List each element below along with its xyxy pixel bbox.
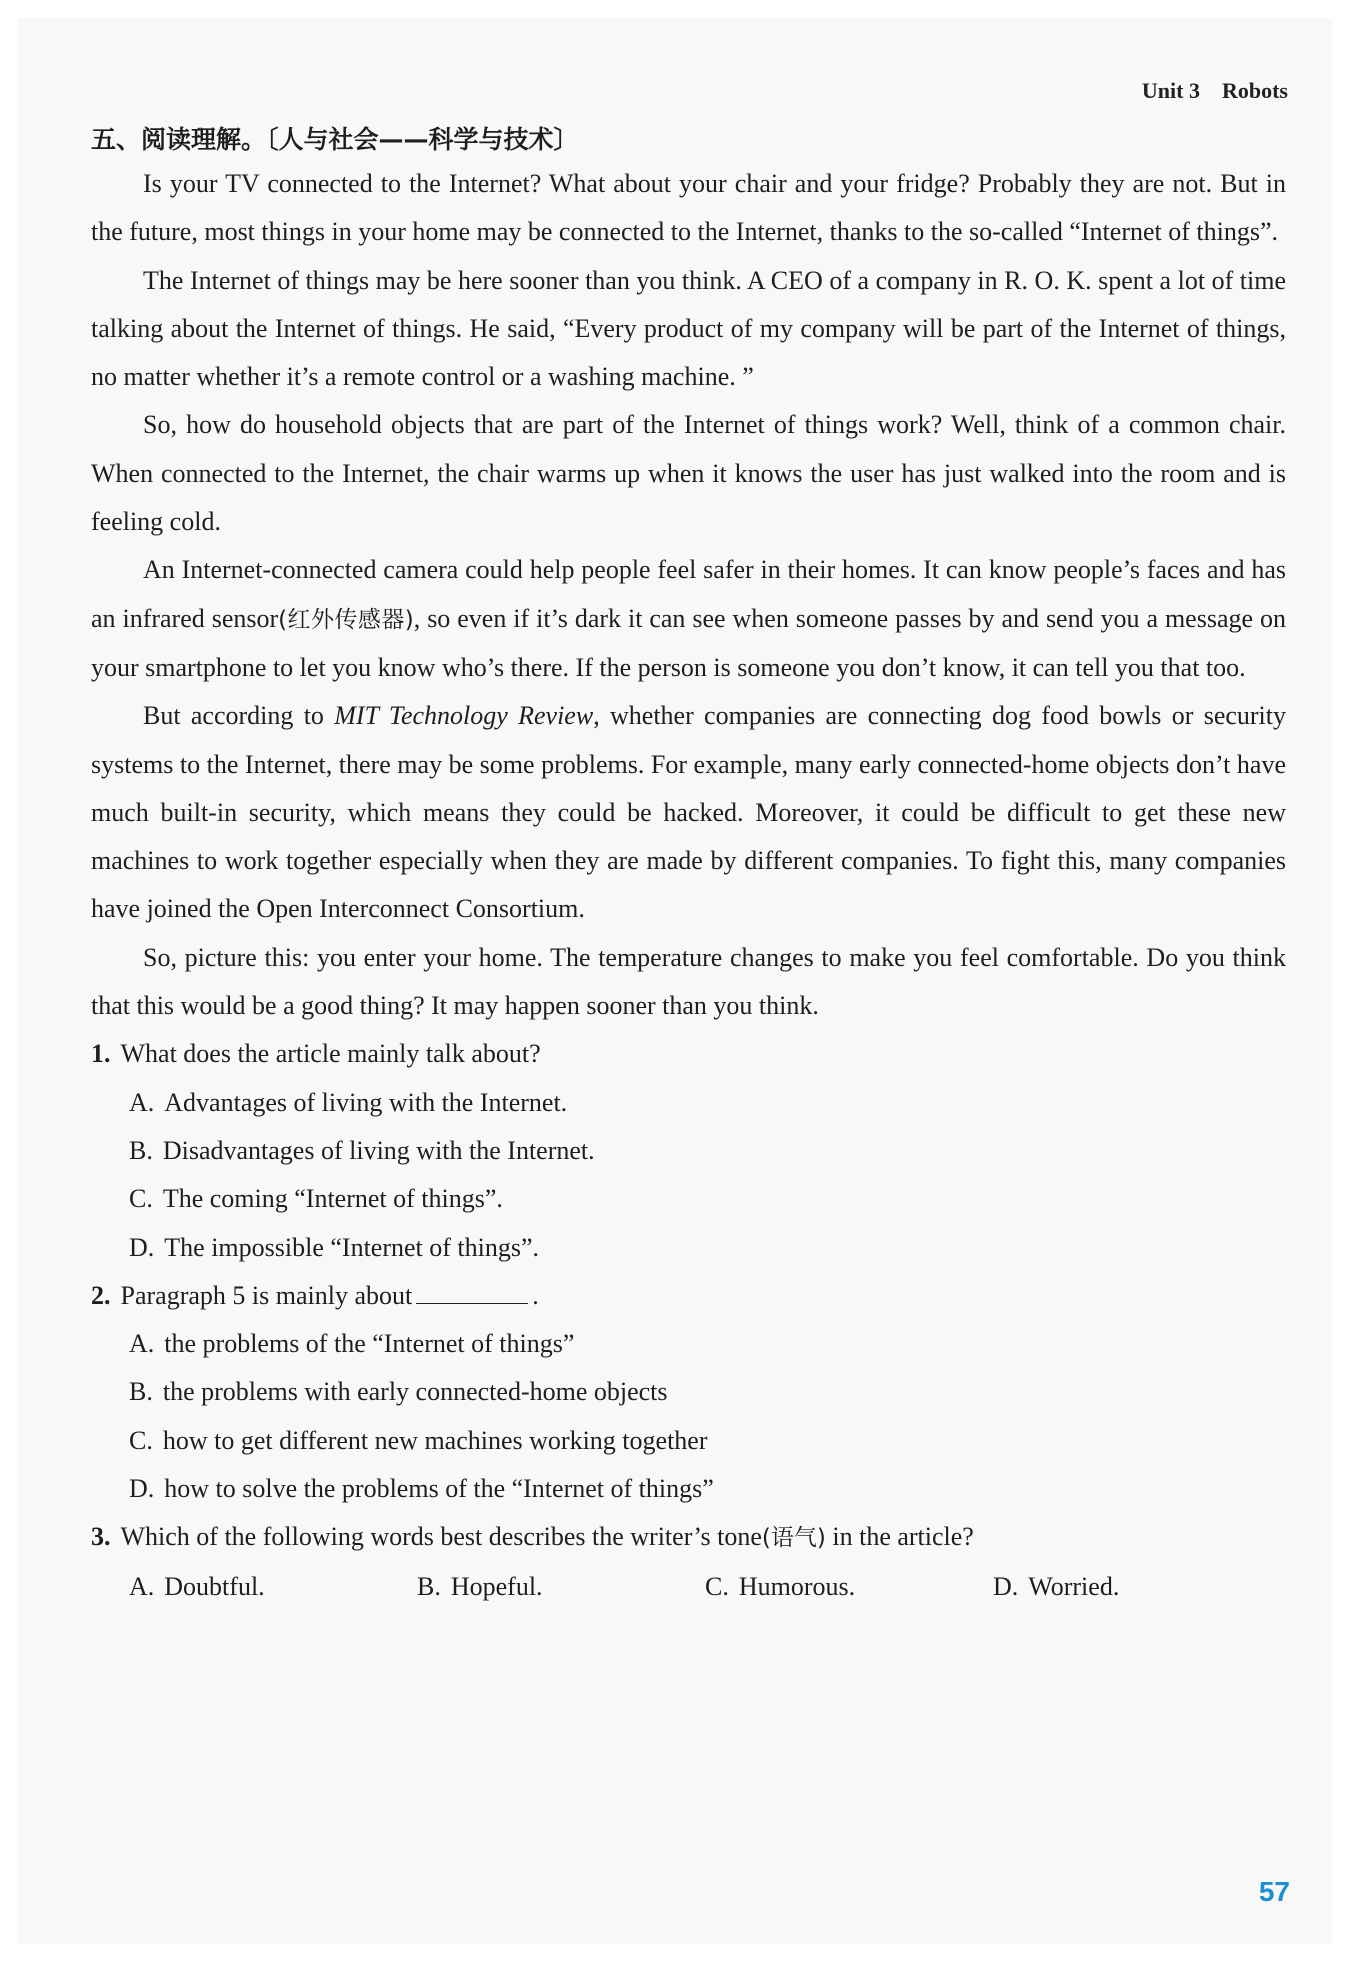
passage-paragraph-5	[91, 692, 1286, 933]
option-letter: B.	[129, 1135, 153, 1165]
question-text-end: .	[532, 1280, 539, 1310]
question-1-option-a[interactable]	[91, 1079, 1286, 1127]
question-number: 1.	[91, 1039, 111, 1069]
question-3-option-a[interactable]	[129, 1563, 417, 1611]
option-text: Worried.	[1028, 1571, 1120, 1601]
question-3-option-d[interactable]	[993, 1563, 1281, 1611]
option-letter: C.	[129, 1425, 153, 1455]
chinese-gloss-infrared-sensor: (红外传感器)	[278, 606, 414, 633]
answer-blank[interactable]	[416, 1281, 528, 1304]
paragraph-5-text-end: , whether companies are connecting dog food bowls or security systems to the Internet, there may be some problems. For example, many early connected-home objects don’t have much built-in security, which means they could be hacked. Moreover, it could be difficult to get these new machines to work together especially when they are made by different companies. To fight this, many companies have joined the Open Interconnect Consortium.	[91, 701, 1287, 924]
question-text: Paragraph 5 is mainly about	[120, 1280, 413, 1310]
question-text-end: in the article?	[825, 1522, 974, 1552]
passage-paragraph-2: The Internet of things may be here sooner than you think. A CEO of a company in R. O. K. spent a lot of time talking about the Internet of things. He said, “Every product of my company will be part of the Internet of things, no matter whether it’s a remote control or a washing machine. ”	[91, 265, 1286, 392]
question-2	[91, 1272, 1286, 1320]
passage-paragraph-6: So, picture this: you enter your home. The temperature changes to make you feel comfortable. Do you think that this would be a good thing? It may happen sooner than you think.	[91, 942, 1286, 1021]
question-3-option-c[interactable]	[705, 1563, 993, 1611]
option-text: how to get different new machines working together	[162, 1425, 708, 1455]
paragraph-4-text-start: An Internet-connected camera could help people feel safer in their homes. It can know people’s faces and has an infrared sensor	[91, 555, 1286, 633]
question-1-option-d[interactable]	[91, 1224, 1286, 1272]
option-letter: A.	[129, 1329, 155, 1359]
option-letter: D.	[129, 1474, 155, 1504]
page-header	[1142, 78, 1288, 104]
question-text-start: Which of the following words best describes the writer’s tone	[120, 1522, 762, 1552]
option-text: Disadvantages of living with the Internet.	[162, 1135, 595, 1165]
chinese-gloss-tone: (语气)	[761, 1525, 826, 1552]
option-letter: D.	[993, 1571, 1019, 1601]
option-letter: C.	[129, 1184, 153, 1214]
question-2-option-a[interactable]	[91, 1320, 1286, 1368]
option-letter: B.	[129, 1377, 153, 1407]
page-number: 57	[1258, 1876, 1290, 1907]
question-3-options	[91, 1563, 1286, 1611]
option-text: The coming “Internet of things”.	[162, 1184, 503, 1214]
question-number: 3.	[91, 1522, 111, 1552]
question-number: 2.	[91, 1280, 111, 1310]
option-letter: B.	[417, 1571, 441, 1601]
option-text: Humorous.	[738, 1571, 856, 1601]
paragraph-4-text-end: , so even if it’s dark it can see when someone passes by and send you a message on your smartphone to let you know who’s there. If the person is someone you don’t know, it can tell you that too.	[91, 603, 1286, 682]
option-text: Hopeful.	[450, 1571, 543, 1601]
option-letter: D.	[129, 1232, 155, 1262]
option-text: Doubtful.	[164, 1571, 265, 1601]
question-1-option-b[interactable]	[91, 1127, 1286, 1175]
question-3	[91, 1513, 1286, 1562]
header-unit: Unit 3	[1141, 78, 1200, 103]
publication-title: MIT Technology Review	[334, 701, 594, 731]
option-letter: C.	[705, 1571, 729, 1601]
page-content	[91, 120, 1286, 1611]
paragraph-5-text-start: But according to	[143, 701, 335, 731]
passage-paragraph-1: Is your TV connected to the Internet? What about your chair and your fridge? Probably they are not. But in the future, most things in your home may be connected to the Internet, thanks to the so-called “Internet of things”.	[91, 169, 1286, 247]
question-text: What does the article mainly talk about?	[120, 1039, 541, 1069]
option-text: the problems of the “Internet of things”	[164, 1329, 575, 1359]
option-letter: A.	[129, 1087, 155, 1117]
question-2-option-d[interactable]	[91, 1465, 1286, 1513]
option-text: how to solve the problems of the “Internet of things”	[164, 1474, 714, 1504]
question-1-option-c[interactable]	[91, 1175, 1286, 1223]
header-title: Robots	[1221, 78, 1288, 103]
question-1	[91, 1030, 1286, 1078]
option-letter: A.	[129, 1571, 155, 1601]
passage-paragraph-4	[91, 546, 1286, 692]
option-text: the problems with early connected-home objects	[162, 1377, 668, 1407]
option-text: The impossible “Internet of things”.	[164, 1232, 540, 1262]
section-title: 五、阅读理解。〔人与社会——科学与技术〕	[91, 125, 579, 154]
question-3-option-b[interactable]	[417, 1563, 705, 1611]
question-2-option-b[interactable]	[91, 1368, 1286, 1416]
option-text: Advantages of living with the Internet.	[164, 1087, 568, 1117]
question-2-option-c[interactable]	[91, 1417, 1286, 1465]
passage-paragraph-3: So, how do household objects that are part of the Internet of things work? Well, think of a common chair. When connected to the Internet, the chair warms up when it knows the user has just walked into the room and is feeling cold.	[91, 410, 1286, 537]
